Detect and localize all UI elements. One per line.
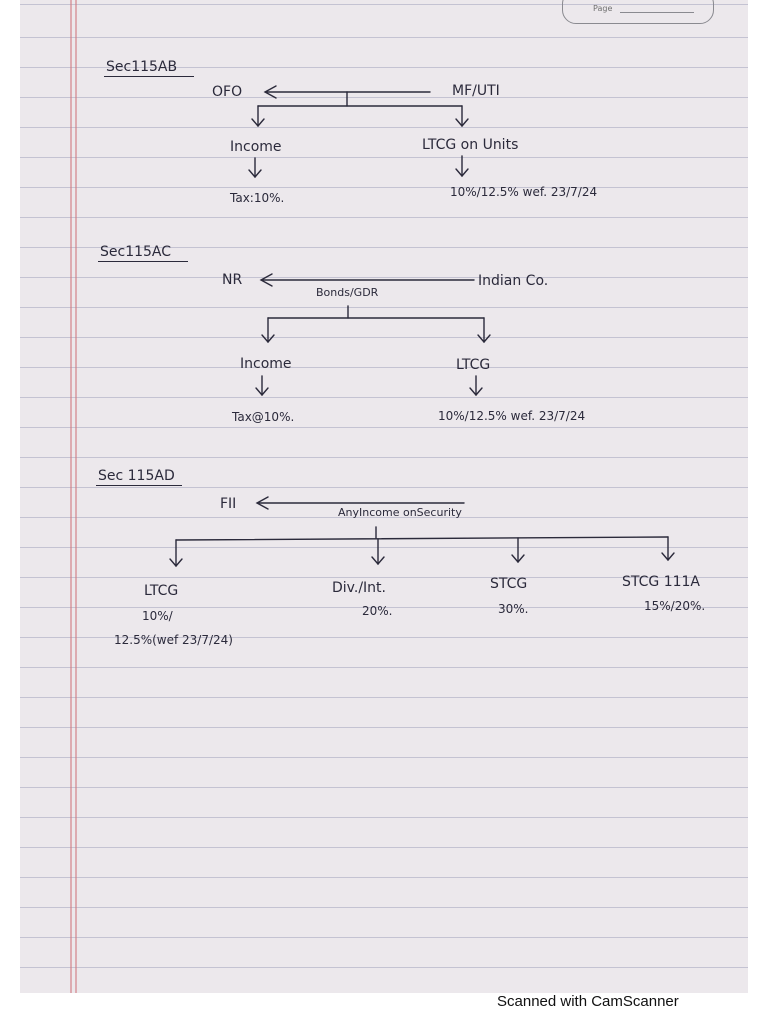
branch-title-income: Income <box>230 139 282 155</box>
branch-rate-stcg-111a: 15%/20%. <box>644 599 706 613</box>
branch-rate-div-int: 20%. <box>362 604 393 618</box>
branch-title-income: Income <box>240 356 292 372</box>
branch-rate-ltcg-units: 10%/12.5% wef. 23/7/24 <box>450 185 598 199</box>
section-115ab-connectors <box>249 86 468 177</box>
branch-rate-stcg: 30%. <box>498 602 529 616</box>
scanner-watermark: Scanned with CamScanner <box>497 993 679 1010</box>
branch-title-ltcg: LTCG <box>456 357 491 373</box>
branch-title-div-int: Div./Int. <box>332 580 386 596</box>
section-heading-115ab: Sec115AB <box>106 59 178 75</box>
party-right-mf-uti: MF/UTI <box>452 83 500 99</box>
party-left-nr: NR <box>222 272 243 288</box>
branch-rate-ltcg: 10%/12.5% wef. 23/7/24 <box>438 409 586 423</box>
party-left-ofo: OFO <box>212 84 243 100</box>
section-115ad-connectors <box>170 497 674 566</box>
branch-title-stcg-111a: STCG 111A <box>622 574 700 590</box>
party-left-fii: FII <box>220 496 237 512</box>
branch-rate-ltcg: 10%/ <box>142 609 173 623</box>
branch-rate-ltcg-new: 12.5%(wef 23/7/24) <box>114 633 233 647</box>
branch-rate-tax: Tax:10%. <box>230 191 285 205</box>
link-label-bonds-gdr: Bonds/GDR <box>316 286 379 299</box>
section-heading-115ad: Sec 115AD <box>98 468 175 484</box>
party-right-indian-co: Indian Co. <box>478 273 549 289</box>
section-heading-115ac: Sec115AC <box>100 244 172 260</box>
branch-title-stcg: STCG <box>490 576 528 592</box>
branch-rate-tax: Tax@10%. <box>232 410 295 424</box>
branch-bar <box>176 537 668 540</box>
section-115ac-connectors <box>256 274 490 395</box>
link-label-any-income: AnyIncome onSecurity <box>338 506 462 519</box>
page-label: Page <box>593 4 613 13</box>
branch-title-ltcg-units: LTCG on Units <box>422 137 519 153</box>
branch-title-ltcg: LTCG <box>144 583 179 599</box>
